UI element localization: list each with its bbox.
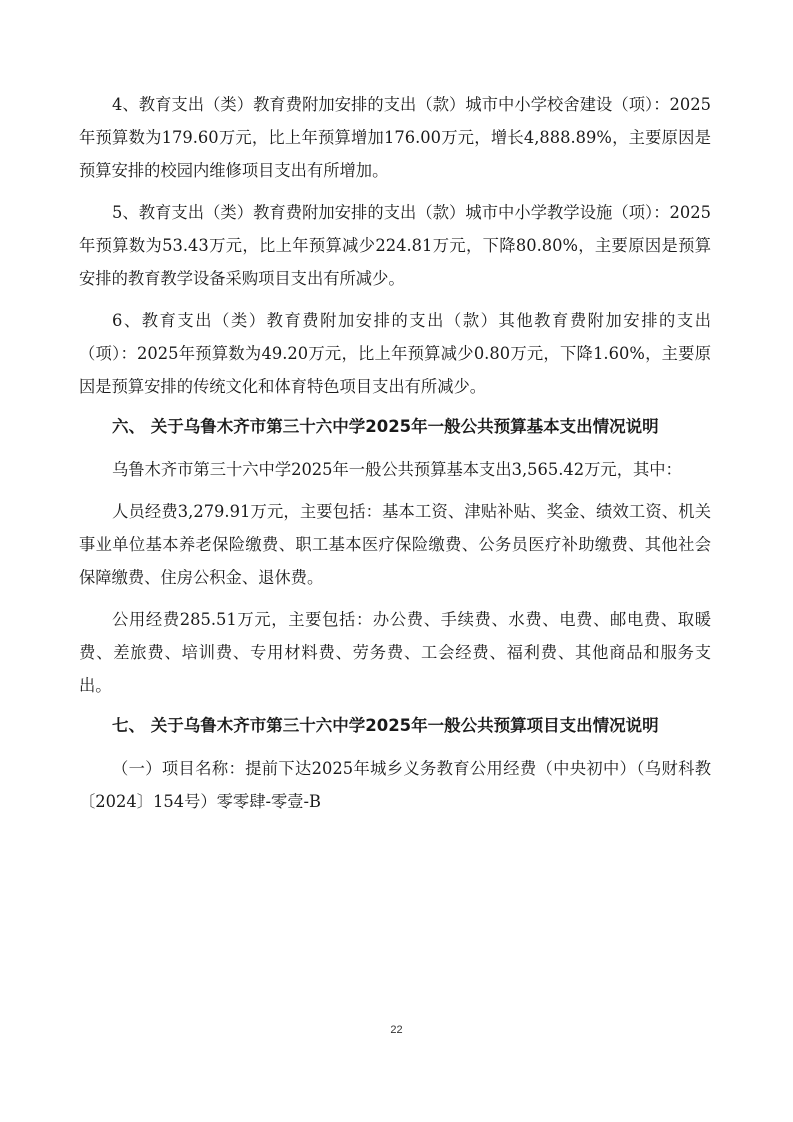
paragraph-project-1: （一）项目名称：提前下达2025年城乡义务教育公用经费（中央初中）（乌财科教〔2024〕154号）零零肆-零壹-B: [79, 759, 711, 811]
section-heading-7: 七、 关于乌鲁木齐市第三十六中学2025年一般公共预算项目支出情况说明: [112, 716, 659, 735]
paragraph-public-expense: 公用经费285.51万元，主要包括：办公费、手续费、水费、电费、邮电费、取暖费、差旅费、培训费、专用材料费、劳务费、工会经费、福利费、其他商品和服务支出。: [79, 610, 711, 695]
page-number: 22: [390, 1024, 403, 1036]
paragraph-personnel-expense: 人员经费3,279.91万元，主要包括：基本工资、津贴补贴、奖金、绩效工资、机关事业单位基本养老保险缴费、职工基本医疗保险缴费、公务员医疗补助缴费、其他社会保障缴费、住房公积金、退休费。: [79, 502, 711, 587]
paragraph-item-4: 4、教育支出（类）教育费附加安排的支出（款）城市中小学校舍建设（项）：2025年预算数为179.60万元，比上年预算增加176.00万元，增长4,888.89%，主要原因是预算安排的校园内维修项目支出有所增加。: [79, 95, 711, 180]
page-content: [79, 88, 711, 818]
paragraph-item-6: 6、教育支出（类）教育费附加安排的支出（款）其他教育费附加安排的支出（项）：2025年预算数为49.20万元，比上年预算减少0.80万元，下降1.60%，主要原因是预算安排的传统文化和体育特色项目支出有所减少。: [79, 311, 711, 396]
paragraph-item-5: 5、教育支出（类）教育费附加安排的支出（款）城市中小学教学设施（项）：2025年预算数为53.43万元，比上年预算减少224.81万元，下降80.80%，主要原因是预算安排的教育教学设备采购项目支出有所减少。: [79, 203, 711, 288]
paragraph-basic-total: 乌鲁木齐市第三十六中学2025年一般公共预算基本支出3,565.42万元，其中：: [112, 460, 682, 479]
section-heading-6: 六、 关于乌鲁木齐市第三十六中学2025年一般公共预算基本支出情况说明: [112, 417, 659, 436]
